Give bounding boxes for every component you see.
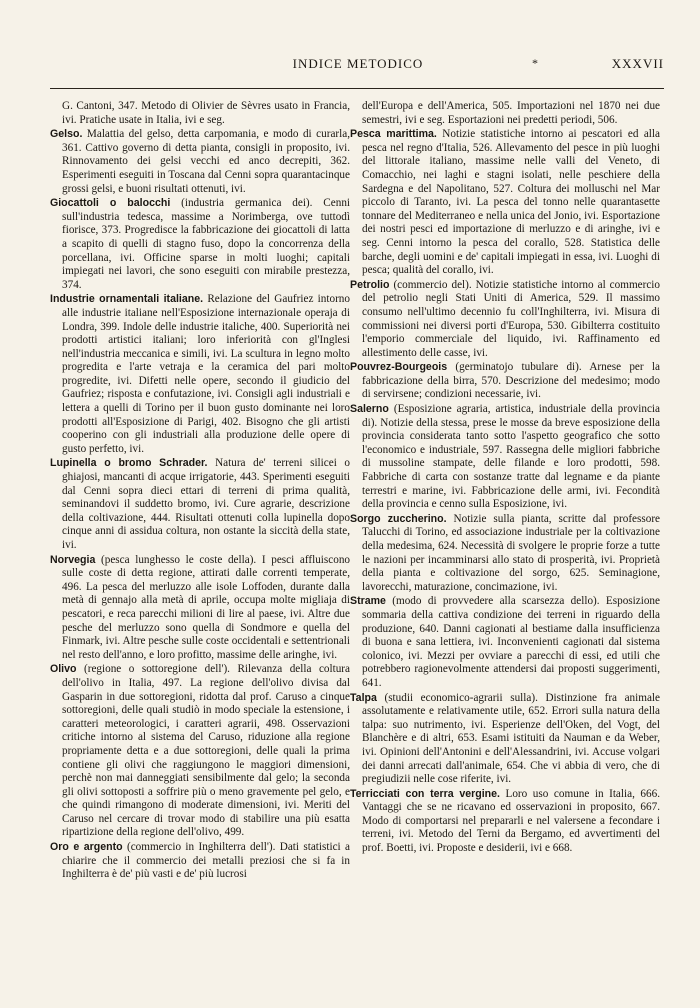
entry-text: Notizie statistiche intorno ai pescatori ed alla pesca nel regno d'Italia, 526. Allevamento del pesce in più luoghi del littorale italiano, massime nelle valli del Veneto, di Comacchio, nei laghi e stagni isolati, nelle peschiere della Sardegna e del Napolitano, 527. Coltura dei molluschi nel Mar piccolo di Taranto, ivi. La pesca del tonno nelle quarantasette tonnare del Mediterraneo e nella unica del Jonio, ivi. Esportazione dei nostri pesci ed importazione di merluzzo e di aringhe, ivi e seg. Cenni intorno la pesca del corallo, 528. Statistica delle barche, degli uomini e de' capitali impiegati in essa, ivi. Luoghi di pesca; qualità del corallo, ivi. bbox=[362, 128, 660, 277]
entry-text: (studii economico-agrarii sulla). Distinzione fra animale assolutamente e relativamente utile, 652. Errori sulla natura della talpa: suo nutrimento, ivi. Esperienze dell'Oken, del Vogt, del Blanchère e di altri, 653. Esami istituiti da Nauman e da Weber, ivi. Opinioni dell'Antonini e dell'Alessandrini, ivi. Accuse volgari dei danni arrecati dall'animale, 654. Che vi abbia di vero, che di pregiudizii nelle cose riferite, ivi. bbox=[362, 691, 660, 786]
index-entry bbox=[50, 128, 350, 196]
entry-headword: Giocattoli o balocchi bbox=[50, 197, 171, 210]
entry-headword: Terricciati con terra vergine. bbox=[350, 787, 500, 800]
entry-text: dell'Europa e dell'America, 505. Importazioni nel 1870 nei due semestri, ivi e seg. Esportazioni nei predetti periodi, 506. bbox=[362, 100, 660, 126]
index-entry bbox=[50, 293, 350, 456]
index-entry bbox=[350, 128, 660, 278]
page-header bbox=[52, 54, 664, 76]
entry-text: (industria germanica dei). Cenni sull'industria tedesca, massime a Norimberga, ove tuttodì fiorisce, 373. Progredisce la fabbricazione dei giocattoli di latta a scapito di quelli di stagno fuso, dopo la concorrenza della porcellana, ivi. Officine sparse in molti luoghi; capitali impiegati nei lavori, che sono eseguiti con mirabile prestezza, 374. bbox=[62, 197, 351, 291]
entry-text: Malattia del gelso, detta carpomania, e modo di curarla, 361. Cattivo governo di detta pianta, consigli in proposito, ivi. Rinnovamento dei gelsi vecchi ed anco decrepiti, 362. Esperimenti eseguiti in Toscana dal Cenni sopra quarantacinque grossi gelsi, e buoni risultati ottenuti, ivi. bbox=[62, 128, 351, 195]
index-entry bbox=[350, 361, 660, 402]
index-entry bbox=[350, 100, 660, 127]
entry-text: Loro uso comune in Italia, 666. Vantaggi che se ne ricavano ed osservazioni in proposito, 667. Modo di comportarsi nel prepararli e nel valersene a fecondare i terreni, ivi. Metodo del Terni da Bergamo, ed avvertimenti del prof. Boetti, ivi. Proposte e desiderii, ivi e 668. bbox=[362, 787, 660, 855]
right-column bbox=[350, 100, 660, 857]
entry-headword: Petrolio bbox=[350, 278, 390, 291]
index-entry bbox=[50, 554, 350, 663]
entry-headword: Lupinella o bromo Schrader. bbox=[50, 457, 208, 470]
index-entry bbox=[50, 457, 350, 552]
index-entry bbox=[350, 788, 660, 856]
running-title: INDICE METODICO bbox=[292, 56, 424, 71]
index-entry bbox=[350, 403, 660, 512]
entry-text: Natura de' terreni silicei o ghiajosi, mancanti di acque irrigatorie, 443. Sperimenti eseguiti dal Cenni sopra dieci ettari di terreni di prima qualità, seminandovi il suddetto bromo, ivi. Cure agrarie, descrizione della coltivazione, 444. Risultati ottenuti colla lupinella dopo cinque anni di assidua coltura, non ostante la siccità della state, ivi. bbox=[62, 457, 351, 551]
entry-headword: Pouvrez-Bourgeois bbox=[350, 361, 448, 374]
header-rule bbox=[50, 88, 664, 89]
entry-headword: Talpa bbox=[350, 691, 377, 704]
entry-text: (modo di provvedere alla scarsezza dello). Esposizione sommaria della cattiva condizione dei terreni in riguardo della produzione, 640. Danni cagionati al bestiame dalla insufficienza di buona e sana lettiera, ivi. Inconvenienti cagionati dal sistema colonico, ivi. Mezzi per ovviare a parecchi di essi, ed utili che potrebbero ragionevolmente attendersi dai proposti suggerimenti, 641. bbox=[362, 595, 660, 689]
entry-text: (Esposizione agraria, artistica, industriale della provincia di). Notizie della stessa, prese le mosse da breve esposizione della provincia considerata tanto sotto l'aspetto geografico che sotto l'economico e industriale, 597. Rassegna delle migliori fabbriche di mussoline stampate, delle filande e loro prodotti, 598. Fabbriche di carta con sostanze tratte dal legname e da piante terrestri e marine, ivi. Fabbricazione delle armi, ivi. Fecondità della provincia e cenno sulla Esposizione, ivi. bbox=[362, 403, 660, 511]
entry-text: (commercio in Inghilterra dell'). Dati statistici a chiarire che il commercio dei metalli preziosi che si fa in Inghilterra è de' più vasti e de' più lucrosi bbox=[62, 841, 350, 881]
page-number: XXXVII bbox=[611, 56, 664, 71]
entry-text: Relazione del Gaufriez intorno alle industrie italiane nell'Esposizione internazionale operaja di Londra, 399. Indole delle industrie italiche, 400. Superiorità nei prodotti artistici italiani; loro inferiorità con gl'Inglesi nell'industria meccanica e simili, ivi. La scultura in legno molto progredita e l'arte vetraja e la ceramica del pari molto progredite, ivi. Difetti nelle opere, secondo il giudicio del Gaufriez; risposta e confutazione, ivi. Consigli agli industriali e lettera a quelli di Torino per il buon gusto dominante nei loro prodotti all'Esposizione di Parigi, 402. Bisogno che gli artisti cooperino con gli industriali alla produzione delle opere di gusto perfetto, ivi. bbox=[62, 293, 350, 455]
entry-text: (germinatojo tubulare di). Arnese per la fabbricazione della birra, 570. Descrizione del medesimo; modo di servirsene; condizioni necessarie, ivi. bbox=[362, 361, 660, 401]
index-entry bbox=[50, 841, 350, 882]
entry-headword: Industrie ornamentali italiane. bbox=[50, 293, 204, 306]
entry-text: G. Cantoni, 347. Metodo di Olivier de Sèvres usato in Francia, ivi. Pratiche usate in Italia, ivi e seg. bbox=[62, 100, 350, 126]
entry-headword: Sorgo zuccherino. bbox=[350, 512, 447, 525]
entry-text: (regione o sottoregione dell'). Rilevanza della coltura dell'olivo in Italia, 497. La regione dell'olivo divisa dal Gasparin in due sottoregioni, ridotta dal prof. Caruso a cinque sottoregioni, delle quali studiò in modo speciale la estensione, i caratteri meteorologici, i caratteri agrarii, 498. Osservazioni critiche intorno al sistema del Caruso, riduzione alla regione propriamente detta e a due sottoregioni, delle quali la prima contiene gli olivi che raggiungono le maggiori dimensioni, perchè non mai danneggiati sensibilmente dal gelo; la seconda gli olivi sottoposti a soffrire più o meno gravemente pel gelo, e che quindi rimangono di moderate dimensioni, ivi. Meriti del Caruso nel cercare di trovar modo di stabilire una più esatta ripartizione della regione dell'olivo, 499. bbox=[62, 663, 350, 839]
entry-headword: Norvegia bbox=[50, 553, 96, 566]
index-entry bbox=[350, 513, 660, 595]
entry-headword: Gelso. bbox=[50, 128, 83, 141]
entry-text: (commercio del). Notizie statistiche intorno al commercio del petrolio negli Stati Uniti di America, 529. Il massimo consumo nell'ultimo decennio fu coll'Inghilterra, ivi. Misura di commissioni nei diversi porti d'Europa, 530. Gibilterra costituito l'emporio commerciale del liquido, ivi. Raffinamento ed allestimento delle casse, ivi. bbox=[362, 278, 661, 359]
entry-text: Notizie sulla pianta, scritte dal professore Talucchi di Torino, ed associazione industriale per la coltivazione della medesima, 624. Necessità di svolgere le proprie forze a tutte le nazioni per incamminarsi allo stato di prosperità, ivi. Proprietà della pianta e coltivazione del sorgo, 625. Seminagione, lavorecchi, maturazione, concimazione, ivi. bbox=[362, 512, 661, 593]
entry-headword: Pesca marittima. bbox=[350, 128, 437, 141]
left-column bbox=[50, 100, 350, 883]
index-entry bbox=[50, 663, 350, 840]
entry-text: (pesca lunghesso le coste della). I pesci affluiscono sulle coste di detta regione, attirati dalle correnti temperate, 496. La pesca del merluzzo alle isole Loffoden, durante dalla metà di gennajo alla metà di aprile, occupa molte migliaja di pescatori, e reca parecchi milioni di lire al paese, ivi. Altre due pesche del merluzzo sono quella di Sondmore e quella del Finmark, ivi. Altre pesche sulle coste occidentali e settentrionali nel resto dell'anno, e loro profitto, massime delle aringhe, ivi. bbox=[62, 553, 351, 661]
entry-headword: Salerno bbox=[350, 403, 389, 416]
index-entry bbox=[50, 100, 350, 127]
entry-headword: Olivo bbox=[50, 663, 77, 676]
index-entry bbox=[350, 595, 660, 690]
entry-headword: Oro e argento bbox=[50, 841, 123, 854]
index-entry bbox=[50, 197, 350, 292]
entry-headword: Strame bbox=[350, 595, 386, 608]
header-ornament: * bbox=[532, 56, 538, 70]
index-entry bbox=[350, 279, 660, 361]
index-entry bbox=[350, 692, 660, 787]
